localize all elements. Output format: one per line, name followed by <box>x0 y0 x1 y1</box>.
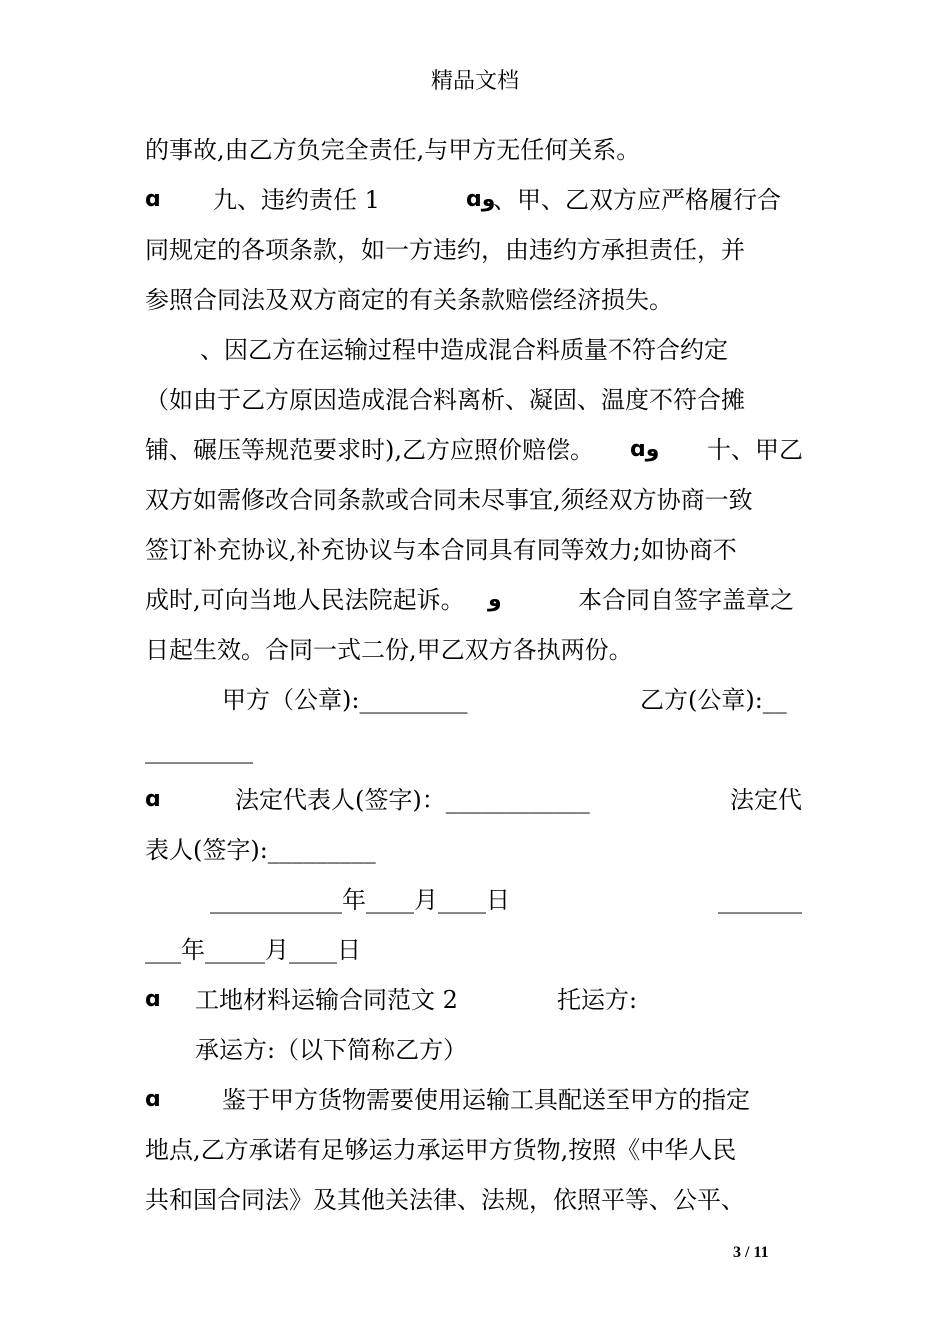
text-line: 地点,乙方承诺有足够运力承运甲方货物,按照《中华人民 <box>145 1136 737 1164</box>
party-b-date-field: _______ <box>718 886 802 914</box>
section-heading: 十、甲乙 <box>707 436 803 464</box>
paragraph-mark-icon: ɑ <box>145 187 161 212</box>
text-line: 同规定的各项条款，如一方违约，由违约方承担责任，并 <box>145 236 745 264</box>
text-line: （如由于乙方原因造成混合料离析、凝固、温度不符合摊 <box>145 386 745 414</box>
paragraph-mark-icon: و <box>488 587 502 612</box>
paragraph-mark-icon: ɑ <box>145 987 161 1012</box>
party-a-representative-field: 法定代表人(签字)：____________ <box>235 786 590 814</box>
text-line: ___年_____月____日 <box>145 936 361 964</box>
paragraph-mark-icon: ɑ <box>145 787 161 812</box>
section-heading: 九、违约责任 1 <box>213 186 380 214</box>
text-line: 表人(签字):_________ <box>145 836 376 864</box>
shipper-field: 托运方: <box>557 986 638 1014</box>
text-line: 双方如需修改合同条款或合同未尽事宜,须经双方协商一致 <box>145 486 753 514</box>
document-title: 工地材料运输合同范文 2 <box>195 986 458 1014</box>
paragraph-mark-icon: ɑو <box>630 437 660 462</box>
text-line: 日起生效。合同一式二份,甲乙双方各执两份。 <box>145 636 633 664</box>
text-line: _________ <box>145 736 253 764</box>
text-line: 鉴于甲方货物需要使用运输工具配送至甲方的指定 <box>222 1086 750 1114</box>
text-fragment: 铺、碾压等规范要求时),乙方应照价赔偿。 <box>145 436 594 464</box>
text-fragment: 、甲、乙双方应严格履行合 <box>493 186 781 214</box>
text-fragment: 本合同自签字盖章之 <box>578 586 794 614</box>
text-line: 、因乙方在运输过程中造成混合料质量不符合约定 <box>200 336 728 364</box>
text-line: 签订补充协议,补充协议与本合同具有同等效力;如协商不 <box>145 536 737 564</box>
party-b-seal-field: 乙方(公章):__ <box>640 686 787 714</box>
text-fragment: 成时,可向当地人民法院起诉。 <box>145 586 465 614</box>
text-line: 共和国合同法》及其他关法律、法规，依照平等、公平、 <box>145 1186 745 1214</box>
carrier-field: 承运方:（以下简称乙方） <box>195 1036 468 1064</box>
party-b-representative-field: 法定代 <box>730 786 802 814</box>
paragraph-mark-icon: ɑ <box>145 1087 161 1112</box>
party-a-date-field: ___________年____月____日 <box>210 886 510 914</box>
page-header-title: 精品文档 <box>430 69 519 94</box>
text-line: 的事故,由乙方负完全责任,与甲方无任何关系。 <box>145 136 641 164</box>
text-line: 参照合同法及双方商定的有关条款赔偿经济损失。 <box>145 286 673 314</box>
paragraph-mark-icon: ɑو <box>466 187 496 212</box>
party-a-seal-field: 甲方（公章):_________ <box>222 686 468 714</box>
page-number: 3 / 11 <box>733 1244 769 1261</box>
